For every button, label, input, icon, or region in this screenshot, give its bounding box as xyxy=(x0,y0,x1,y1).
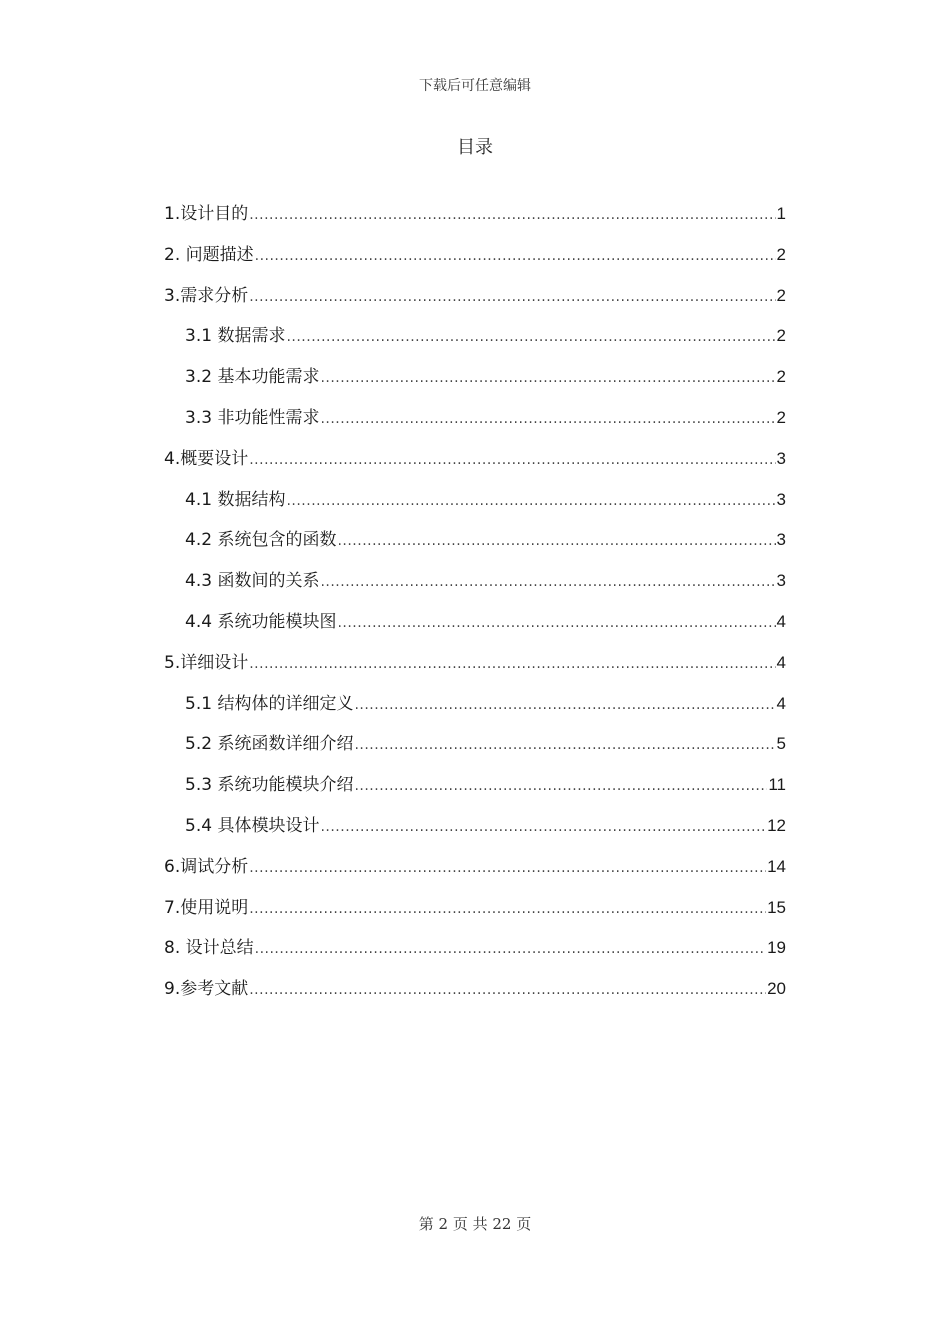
toc-entry-label: 3.需求分析 xyxy=(164,285,249,306)
header-note: 下载后可任意编辑 xyxy=(419,78,531,94)
toc-entry-page: 1 xyxy=(776,204,786,223)
toc-entry-page: 2 xyxy=(776,285,786,305)
toc-leader-dots xyxy=(249,852,766,884)
toc-entry-label: 4.概要设计 xyxy=(164,448,249,469)
toc-entry[interactable] xyxy=(164,647,786,688)
toc-entry[interactable] xyxy=(164,769,786,810)
toc-leader-dots xyxy=(249,444,775,476)
toc-entry-page: 3 xyxy=(776,571,786,591)
toc-entry-label: 4.3 函数间的关系 xyxy=(185,571,320,592)
toc-entry-page: 15 xyxy=(767,897,786,917)
toc-leader-dots xyxy=(337,607,775,639)
toc-entry-page: 2 xyxy=(776,367,786,387)
toc-entry-label: 3.1 数据需求 xyxy=(185,326,286,347)
toc-entry-page: 2 xyxy=(776,244,786,264)
toc-entry[interactable] xyxy=(164,606,786,647)
toc-entry[interactable] xyxy=(164,524,786,565)
page-footer: 第 2 页 共 22 页 xyxy=(418,1215,532,1233)
toc-entry[interactable] xyxy=(164,892,786,933)
toc-entry[interactable] xyxy=(164,239,786,280)
toc-title: 目录 xyxy=(457,137,493,158)
toc-leader-dots xyxy=(320,811,766,843)
toc-leader-dots xyxy=(320,362,775,394)
toc-entry-page: 3 xyxy=(776,530,786,550)
toc-leader-dots xyxy=(320,403,775,435)
toc-leader-dots xyxy=(354,770,767,802)
toc-entry[interactable] xyxy=(164,443,786,484)
toc-leader-dots xyxy=(255,240,776,272)
toc-entry-page: 20 xyxy=(767,979,786,999)
toc-entry[interactable] xyxy=(164,932,786,973)
toc-leader-dots xyxy=(249,974,766,1006)
toc-entry-page: 11 xyxy=(768,775,786,795)
toc-entry-page: 19 xyxy=(767,938,786,958)
toc-entry[interactable] xyxy=(164,973,786,1014)
toc-leader-dots xyxy=(255,933,766,965)
toc-entry-label: 2. 问题描述 xyxy=(164,244,254,265)
toc-entry-label: 5.3 系统功能模块介绍 xyxy=(185,775,354,796)
toc-entry-page: 4 xyxy=(776,652,786,672)
toc-entry-label: 8. 设计总结 xyxy=(164,938,254,959)
toc-entry[interactable] xyxy=(164,810,786,851)
toc-entry-page: 3 xyxy=(776,448,786,468)
toc-entry-label: 3.2 基本功能需求 xyxy=(185,367,320,388)
toc-entry-label: 5.2 系统函数详细介绍 xyxy=(185,734,354,755)
toc-entry-label: 4.2 系统包含的函数 xyxy=(185,530,337,551)
toc-entry-page: 2 xyxy=(776,326,786,346)
toc-entry-page: 3 xyxy=(776,489,786,509)
toc-entry-page: 4 xyxy=(776,611,786,631)
toc-entry-page: 4 xyxy=(776,693,786,713)
toc-entry-page: 12 xyxy=(767,815,786,835)
toc-entry-label: 7.使用说明 xyxy=(164,897,249,918)
toc-leader-dots xyxy=(286,485,775,517)
toc-entry-page: 2 xyxy=(776,407,786,427)
toc-entry[interactable] xyxy=(164,320,786,361)
toc-entry[interactable] xyxy=(164,198,786,239)
toc-entry[interactable] xyxy=(164,851,786,892)
toc-entry[interactable] xyxy=(164,484,786,525)
toc-entry[interactable] xyxy=(164,688,786,729)
toc-leader-dots xyxy=(249,199,775,231)
toc-entry-label: 9.参考文献 xyxy=(164,979,249,1000)
toc-leader-dots xyxy=(249,281,775,313)
toc-entry-label: 6.调试分析 xyxy=(164,856,249,877)
toc-leader-dots xyxy=(354,729,775,761)
toc-entry-label: 4.1 数据结构 xyxy=(185,489,286,510)
toc-list xyxy=(164,198,786,1014)
toc-entry[interactable] xyxy=(164,361,786,402)
toc-leader-dots xyxy=(354,689,775,721)
toc-entry-label: 5.4 具体模块设计 xyxy=(185,815,320,836)
toc-leader-dots xyxy=(286,321,775,353)
toc-entry-label: 4.4 系统功能模块图 xyxy=(185,611,337,632)
toc-leader-dots xyxy=(337,525,775,557)
toc-entry[interactable] xyxy=(164,280,786,321)
toc-entry-label: 3.3 非功能性需求 xyxy=(185,407,320,428)
toc-leader-dots xyxy=(249,648,775,680)
toc-leader-dots xyxy=(249,893,766,925)
toc-entry[interactable] xyxy=(164,728,786,769)
toc-entry[interactable] xyxy=(164,565,786,606)
toc-entry-page: 14 xyxy=(767,856,786,876)
toc-entry-label: 5.详细设计 xyxy=(164,652,249,673)
toc-entry-page: 5 xyxy=(776,734,786,754)
toc-entry-label: 1.设计目的 xyxy=(164,204,249,224)
toc-leader-dots xyxy=(320,566,775,598)
toc-entry[interactable] xyxy=(164,402,786,443)
toc-entry-label: 5.1 结构体的详细定义 xyxy=(185,693,354,714)
